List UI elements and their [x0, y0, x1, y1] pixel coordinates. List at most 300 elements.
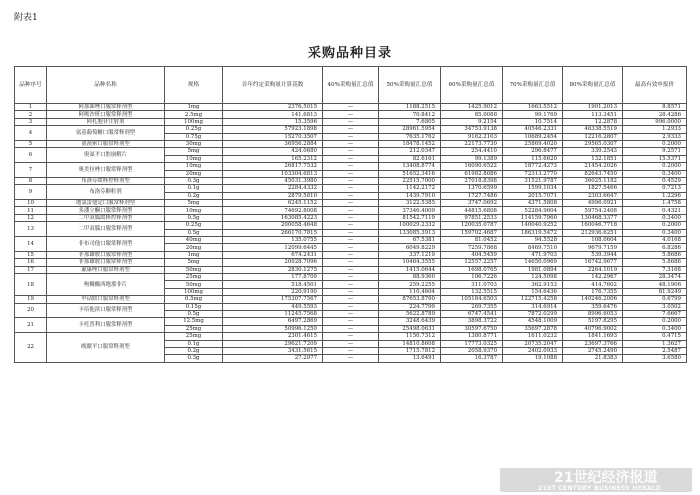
cell-price: 15.5371 — [623, 155, 687, 162]
cell-base: 103304.6813 — [223, 170, 323, 177]
table-row — [15, 259, 687, 266]
cell-no: 14 — [15, 237, 47, 252]
cell-base: 12099.6445 — [223, 244, 323, 251]
cell-spec: 100mg — [165, 288, 223, 295]
cell-40: — — [323, 310, 379, 317]
cell-40: — — [323, 333, 379, 340]
cell-60: 1380.8771 — [441, 333, 503, 340]
cell-70: 115.6620 — [503, 155, 563, 162]
cell-80: 539.3944 — [563, 251, 623, 258]
cell-80: 4996.0921 — [563, 200, 623, 207]
cell-price: 1.2296 — [623, 192, 687, 199]
cell-40: — — [323, 214, 379, 221]
cell-80: 21.8383 — [563, 355, 623, 362]
cell-50: 13.6491 — [379, 355, 441, 362]
cell-base: 163085.4223 — [223, 214, 323, 221]
cell-name: 甲钴胺口服常释剂型 — [47, 296, 165, 303]
cell-70: 2015.7071 — [503, 192, 563, 199]
cell-50: 87653.8760 — [379, 296, 441, 303]
cell-80: 46338.5519 — [563, 126, 623, 133]
cell-60: 61982.8086 — [441, 170, 503, 177]
cell-spec: 0.5g — [165, 229, 223, 236]
cell-70: 124.5098 — [503, 273, 563, 280]
cell-base: 11245.7568 — [223, 310, 323, 317]
table-row — [15, 251, 687, 258]
col-header-60: 60%采购量汇总值 — [441, 67, 503, 104]
cell-70: 72313.2770 — [503, 170, 563, 177]
cell-price: 5.8686 — [623, 259, 687, 266]
cell-50: 67.5381 — [379, 237, 441, 244]
table-row — [15, 104, 687, 111]
cell-80: 132.1851 — [563, 155, 623, 162]
cell-60: 105184.6503 — [441, 296, 503, 303]
cell-70: 40546.2331 — [503, 126, 563, 133]
table-row — [15, 318, 687, 325]
cell-price: 7.6667 — [623, 310, 687, 317]
cell-no: 5 — [15, 140, 47, 147]
table-row — [15, 140, 687, 147]
cell-spec: 0.1g — [165, 340, 223, 347]
cell-50: 337.1219 — [379, 251, 441, 258]
cell-80: 12.2878 — [563, 118, 623, 125]
col-header-40: 40%采购量汇总值 — [323, 67, 379, 104]
cell-40: — — [323, 318, 379, 325]
cell-50: 10464.3555 — [379, 259, 441, 266]
cell-50: 7635.1762 — [379, 133, 441, 140]
cell-70: 362.9153 — [503, 281, 563, 288]
table-row — [15, 163, 687, 170]
procurement-table — [14, 66, 687, 363]
cell-60: 34753.9138 — [441, 126, 503, 133]
table-row — [15, 185, 687, 192]
cell-spec: 30mg — [165, 140, 223, 147]
cell-spec: 25mg — [165, 273, 223, 280]
cell-base: 2879.5810 — [223, 192, 323, 199]
cell-base: 15270.3507 — [223, 133, 323, 140]
cell-spec: 2.5mg — [165, 111, 223, 118]
cell-70: 122715.4258 — [503, 296, 563, 303]
table-row — [15, 237, 687, 244]
table-row — [15, 148, 687, 155]
cell-40: — — [323, 244, 379, 251]
cell-spec: 0.5mg — [165, 296, 223, 303]
cell-70: 4548.1009 — [503, 318, 563, 325]
cell-40: — — [323, 207, 379, 214]
cell-60: 85.0088 — [441, 111, 503, 118]
watermark-english: 21ST CENTURY BUSINESS HERALD — [538, 485, 662, 492]
cell-base: 518.4501 — [223, 281, 323, 288]
cell-40: — — [323, 266, 379, 273]
cell-40: — — [323, 155, 379, 162]
cell-70: 186319.5472 — [503, 229, 563, 236]
cell-name: 阿那曲唑口服常释剂型 — [47, 104, 165, 111]
table-row — [15, 207, 687, 214]
col-header-50: 50%采购量汇总值 — [379, 67, 441, 104]
cell-spec: 12.5mg — [165, 318, 223, 325]
cell-80: 414.7602 — [563, 281, 623, 288]
cell-80: 212936.6251 — [563, 229, 623, 236]
cell-70: 1599.1034 — [503, 185, 563, 192]
cell-base: 424.0680 — [223, 148, 323, 155]
cell-60: 17773.0325 — [441, 340, 503, 347]
cell-80: 160046.7718 — [563, 222, 623, 229]
table-header-row — [15, 67, 687, 104]
cell-70: 296.8477 — [503, 148, 563, 155]
cell-no: 22 — [15, 333, 47, 363]
cell-40: — — [323, 229, 379, 236]
cell-price: 9.2571 — [623, 148, 687, 155]
cell-price: 6.8286 — [623, 244, 687, 251]
table-row — [15, 266, 687, 273]
cell-50: 13408.8774 — [379, 163, 441, 170]
table-row — [15, 222, 687, 229]
cell-40: — — [323, 281, 379, 288]
cell-base: 6245.1152 — [223, 200, 323, 207]
cell-80: 16742.9677 — [563, 259, 623, 266]
cell-40: — — [323, 325, 379, 332]
cell-40: — — [323, 237, 379, 244]
cell-spec: 0.75g — [165, 133, 223, 140]
cell-40: — — [323, 140, 379, 147]
cell-60: 27018.8398 — [441, 177, 503, 184]
cell-name: 枸橼酸西地那非片 — [47, 273, 165, 295]
cell-spec: 50mg — [165, 281, 223, 288]
table-row — [15, 126, 687, 133]
cell-70: 10689.2454 — [503, 133, 563, 140]
cell-price: 0.6799 — [623, 296, 687, 303]
cell-price: 4.0168 — [623, 237, 687, 244]
cell-base: 20928.7096 — [223, 259, 323, 266]
table-row — [15, 177, 687, 184]
cell-50: 100029.2332 — [379, 222, 441, 229]
cell-base: 74692.8008 — [223, 207, 323, 214]
cell-price: 1.3627 — [623, 340, 687, 347]
cell-40: — — [323, 104, 379, 111]
cell-60: 30597.6750 — [441, 325, 503, 332]
cell-50: 51652.3416 — [379, 170, 441, 177]
cell-60: 3898.3722 — [441, 318, 503, 325]
cell-40: — — [323, 273, 379, 280]
cell-60: 159702.4687 — [441, 229, 503, 236]
cell-base: 27.2977 — [223, 355, 323, 362]
cell-name: 二甲双胍缓释控释剂型 — [47, 214, 165, 221]
cell-spec: 1mg — [165, 251, 223, 258]
table-row — [15, 333, 687, 340]
cell-40: — — [323, 288, 379, 295]
cell-80: 339.2543 — [563, 148, 623, 155]
table-row — [15, 200, 687, 207]
cell-no: 8 — [15, 177, 47, 184]
cell-50: 1142.2172 — [379, 185, 441, 192]
cell-50: 82.6161 — [379, 155, 441, 162]
cell-70: 35697.2878 — [503, 325, 563, 332]
cell-spec: 10mg — [165, 163, 223, 170]
cell-price: 0.2000 — [623, 140, 687, 147]
cell-50: 1439.7910 — [379, 192, 441, 199]
cell-80: 113.3451 — [563, 111, 623, 118]
cell-50: 22515.7000 — [379, 177, 441, 184]
cell-spec: 0.2g — [165, 192, 223, 199]
cell-70: 94.5528 — [503, 237, 563, 244]
cell-50: 25498.0631 — [379, 325, 441, 332]
cell-name: 奥氮平口腔崩解片 — [47, 148, 165, 163]
cell-no: 10 — [15, 200, 47, 207]
cell-50: 1415.0644 — [379, 266, 441, 273]
cell-60: 1698.0765 — [441, 266, 503, 273]
cell-name: 阿扎胞苷注射剂 — [47, 118, 165, 125]
cell-no: 3 — [15, 118, 47, 125]
cell-base: 449.5593 — [223, 303, 323, 310]
cell-name: 氨溴索口服常释剂型 — [47, 140, 165, 147]
cell-base: 6497.2869 — [223, 318, 323, 325]
cell-no: 19 — [15, 296, 47, 303]
cell-price: 2.9333 — [623, 133, 687, 140]
cell-base: 2284.4332 — [223, 185, 323, 192]
cell-40: — — [323, 177, 379, 184]
cell-no: 1 — [15, 104, 47, 111]
cell-spec: 100mg — [165, 118, 223, 125]
cell-70: 2402.0933 — [503, 347, 563, 354]
cell-70: 4371.5808 — [503, 200, 563, 207]
cell-80: 82643.7450 — [563, 170, 623, 177]
watermark-logo-text: 21世纪经济报道 — [554, 470, 658, 486]
cell-price: 5.8686 — [623, 251, 687, 258]
cell-60: 254.4410 — [441, 148, 503, 155]
col-header-spec: 规格 — [165, 67, 223, 104]
cell-name: 多潘立酮口服常释剂型 — [47, 207, 165, 214]
cell-50: 3248.6439 — [379, 318, 441, 325]
cell-name: 奥美拉唑口服常释剂型 — [47, 163, 165, 178]
cell-40: — — [323, 192, 379, 199]
cell-base: 50996.1250 — [223, 325, 323, 332]
cell-40: — — [323, 340, 379, 347]
cell-70: 114159.7960 — [503, 214, 563, 221]
cell-50: 14810.8608 — [379, 340, 441, 347]
cell-price: 0.3400 — [623, 229, 687, 236]
col-header-80: 80%采购量汇总值 — [563, 67, 623, 104]
cell-60: 16.3787 — [441, 355, 503, 362]
cell-name: 卡培他滨口服常释剂型 — [47, 303, 165, 318]
cell-base: 200058.4648 — [223, 222, 323, 229]
cell-price: 7.3168 — [623, 266, 687, 273]
cell-spec: 50mg — [165, 266, 223, 273]
cell-70: 99.1769 — [503, 111, 563, 118]
cell-spec: 40mg — [165, 237, 223, 244]
cell-name: 非布司他口服常释剂型 — [47, 237, 165, 252]
cell-spec: 5mg — [165, 148, 223, 155]
cell-name: 非那雄胺口服常释剂型 — [47, 259, 165, 266]
cell-spec: 1mg — [165, 104, 223, 111]
cell-80: 2303.6647 — [563, 192, 623, 199]
cell-base: 26817.7532 — [223, 163, 323, 170]
cell-80: 142.2967 — [563, 273, 623, 280]
cell-60: 7259.7868 — [441, 244, 503, 251]
cell-50: 70.8412 — [379, 111, 441, 118]
cell-60: 9162.2103 — [441, 133, 503, 140]
table-row — [15, 111, 687, 118]
cell-name: 卡托普利口服常释剂型 — [47, 318, 165, 333]
cell-80: 40796.9002 — [563, 325, 623, 332]
cell-spec: 25mg — [165, 325, 223, 332]
cell-80: 1901.2013 — [563, 104, 623, 111]
cell-50: 3122.5385 — [379, 200, 441, 207]
cell-60: 81.0452 — [441, 237, 503, 244]
cell-spec: 10mg — [165, 155, 223, 162]
cell-price: 1.4758 — [623, 200, 687, 207]
cell-no: 11 — [15, 207, 47, 214]
cell-price: 0.4715 — [623, 333, 687, 340]
cell-price: 0.2000 — [623, 318, 687, 325]
cell-no: 4 — [15, 126, 47, 141]
cell-60: 106.7226 — [441, 273, 503, 280]
cell-base: 165.2312 — [223, 155, 323, 162]
col-header-no: 品种序号 — [15, 67, 47, 104]
cell-name: 晚眠平口服常释剂型 — [47, 333, 165, 363]
cell-80: 1827.5466 — [563, 185, 623, 192]
cell-80: 130468.3377 — [563, 214, 623, 221]
table-row — [15, 214, 687, 221]
cell-40: — — [323, 170, 379, 177]
cell-base: 57923.1898 — [223, 126, 323, 133]
cell-80: 359.6476 — [563, 303, 623, 310]
cell-40: — — [323, 133, 379, 140]
cell-base: 220.9190 — [223, 288, 323, 295]
cell-base: 15.3596 — [223, 118, 323, 125]
cell-spec: 10mg — [165, 207, 223, 214]
cell-no: 7 — [15, 163, 47, 178]
cell-base: 266170.7815 — [223, 229, 323, 236]
cell-60: 311.0703 — [441, 281, 503, 288]
col-header-70: 70%采购量汇总值 — [503, 67, 563, 104]
cell-80: 59754.2408 — [563, 207, 623, 214]
table-row — [15, 296, 687, 303]
cell-40: — — [323, 296, 379, 303]
cell-70: 31521.9787 — [503, 177, 563, 184]
cell-50: 224.7799 — [379, 303, 441, 310]
cell-base: 2376.5015 — [223, 104, 323, 111]
cell-70: 154.6436 — [503, 288, 563, 295]
cell-80: 176.7355 — [563, 288, 623, 295]
cell-price: 0.3400 — [623, 214, 687, 221]
cell-40: — — [323, 118, 379, 125]
cell-60: 44815.6808 — [441, 207, 503, 214]
cell-spec: 0.5g — [165, 310, 223, 317]
cell-60: 16090.6522 — [441, 163, 503, 170]
cell-70: 1611.0232 — [503, 333, 563, 340]
cell-base: 29621.7209 — [223, 340, 323, 347]
cell-50: 133085.3913 — [379, 229, 441, 236]
cell-price: 0.3400 — [623, 170, 687, 177]
page-title: 采购品种目录 — [307, 46, 392, 61]
cell-70: 10.7514 — [503, 118, 563, 125]
table-row — [15, 118, 687, 125]
cell-price: 0.2000 — [623, 222, 687, 229]
cell-70: 20735.2047 — [503, 340, 563, 347]
cell-price: 48.1906 — [623, 281, 687, 288]
cell-no: 9 — [15, 185, 47, 200]
cell-price: 0.2000 — [623, 163, 687, 170]
cell-spec: 0.3g — [165, 355, 223, 362]
cell-spec: 5mg — [165, 200, 223, 207]
cell-80: 108.0604 — [563, 237, 623, 244]
cell-spec: 0.3g — [165, 177, 223, 184]
cell-base: 36956.2884 — [223, 140, 323, 147]
cell-40: — — [323, 163, 379, 170]
cell-80: 8996.6053 — [563, 310, 623, 317]
col-header-price: 最高有效申报价 — [623, 67, 687, 104]
cell-50: 110.4604 — [379, 288, 441, 295]
cell-price: 996.0000 — [623, 118, 687, 125]
cell-80: 5197.8295 — [563, 318, 623, 325]
cell-spec: 5mg — [165, 259, 223, 266]
cell-price: 0.4321 — [623, 207, 687, 214]
cell-70: 18772.4273 — [503, 163, 563, 170]
cell-70: 7872.0299 — [503, 310, 563, 317]
cell-no: 16 — [15, 259, 47, 266]
cell-name: 布洛芬缓释控释剂型 — [47, 177, 165, 184]
cell-70: 19.1088 — [503, 355, 563, 362]
cell-no: 18 — [15, 273, 47, 295]
cell-80: 12216.2807 — [563, 133, 623, 140]
cell-no: 20 — [15, 303, 47, 318]
table-row — [15, 303, 687, 310]
cell-50: 1188.2515 — [379, 104, 441, 111]
cell-70: 1663.5512 — [503, 104, 563, 111]
cell-60: 120035.0787 — [441, 222, 503, 229]
cell-40: — — [323, 251, 379, 258]
col-header-name: 品种名称 — [47, 67, 165, 104]
cell-60: 9.2154 — [441, 118, 503, 125]
cell-spec: 0.15g — [165, 303, 223, 310]
cell-60: 1370.6599 — [441, 185, 503, 192]
cell-70: 25869.4020 — [503, 140, 563, 147]
cell-price: 3.6580 — [623, 355, 687, 362]
cell-60: 3747.0692 — [441, 200, 503, 207]
cell-40: — — [323, 347, 379, 354]
cell-spec: 25mg — [165, 333, 223, 340]
cell-50: 18478.1452 — [379, 140, 441, 147]
cell-40: — — [323, 222, 379, 229]
cell-base: 3431.5615 — [223, 347, 323, 354]
cell-no: 2 — [15, 111, 47, 118]
cell-40: — — [323, 148, 379, 155]
cell-base: 175307.7567 — [223, 296, 323, 303]
cell-50: 1715.7812 — [379, 347, 441, 354]
cell-70: 314.6914 — [503, 303, 563, 310]
cell-50: 212.0347 — [379, 148, 441, 155]
cell-base: 45031.3980 — [223, 177, 323, 184]
cell-name: 非那雄胺口服常释剂型 — [47, 251, 165, 258]
cell-60: 97851.2533 — [441, 214, 503, 221]
cell-80: 23697.3766 — [563, 340, 623, 347]
cell-price: 28.4286 — [623, 111, 687, 118]
cell-60: 2058.9370 — [441, 347, 503, 354]
cell-80: 140246.2006 — [563, 296, 623, 303]
cell-60: 132.5515 — [441, 288, 503, 295]
cell-50: 6049.8229 — [379, 244, 441, 251]
cell-50: 88.9360 — [379, 273, 441, 280]
cell-price: 2.5487 — [623, 347, 687, 354]
cell-60: 99.1389 — [441, 155, 503, 162]
cell-base: 177.8709 — [223, 273, 323, 280]
cell-spec: 20mg — [165, 170, 223, 177]
cell-50: 259.2255 — [379, 281, 441, 288]
cell-base: 674.2431 — [223, 251, 323, 258]
cell-70: 471.9703 — [503, 251, 563, 258]
cell-50: 1150.7312 — [379, 333, 441, 340]
cell-name: 二甲双胍口服常释剂型 — [47, 222, 165, 237]
cell-price: 0.3400 — [623, 325, 687, 332]
